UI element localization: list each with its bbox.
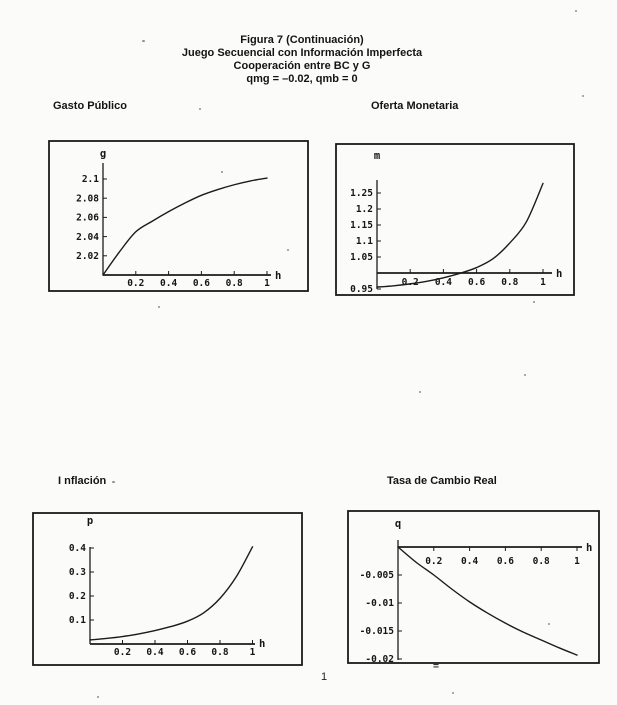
x-tick-label: 0.4 [461,556,479,567]
x-tick-label: 1 [264,278,270,289]
scan-speck [142,40,145,42]
y-tick-label: 2.1 [81,174,99,186]
y-tick-label: 0.4 [68,543,86,555]
chart-tasa-cambio-real [347,510,600,664]
figure-title-line-2: Juego Secuencial con Información Imperfecta [181,47,423,59]
scan-speck [582,95,584,97]
y-tick-label: 1.1 [355,236,373,248]
x-tick-label: 0.6 [468,277,486,288]
curve-inflacion [90,547,253,640]
x-axis-letter: h [259,638,266,650]
figure-title-line-4: qmg = –0.02, qmb = 0 [246,73,358,85]
y-tick-label: 2.06 [76,212,99,224]
y-tick-label: -0.005 [359,570,394,582]
scan-speck [97,696,99,698]
y-tick-label: 1.15 [350,220,373,232]
x-tick-label: 0.6 [178,647,197,658]
scan-speck [575,10,577,12]
y-tick-label: 1.2 [355,204,373,216]
scan-speck [112,481,115,483]
x-tick-label: 0.2 [425,556,443,567]
x-tick-label: 0.8 [532,556,550,567]
y-tick-label: 1.05 [350,252,373,264]
y-tick-label: -0.02 [365,654,394,664]
y-axis-letter: m [373,150,381,162]
chart-title-gasto-publico: Gasto Público [53,100,127,112]
chart-title-inflacion: I nflación [58,475,107,487]
smudge-mark: = [433,661,440,672]
y-tick-label: 0.1 [68,615,86,627]
gasto_publico-plot [48,140,309,292]
scan-speck [548,623,550,625]
scan-speck [452,692,454,694]
inflacion-plot [32,512,303,666]
figure-title-line-3: Cooperación entre BC y G [233,60,371,72]
x-tick-label: 0.2 [127,278,145,289]
x-tick-label: 0.4 [160,278,178,289]
y-tick-label: 2.04 [76,231,99,243]
x-tick-label: 1 [540,277,546,288]
x-tick-label: 0.8 [501,277,519,288]
scan-speck [419,391,421,393]
y-tick-label: 1.25 [350,188,373,200]
x-tick-label: 1 [574,556,580,567]
x-axis-letter: h [275,270,282,282]
x-tick-label: 0.2 [113,647,132,658]
y-axis-letter: p [86,515,94,527]
chart-oferta-monetaria [335,143,575,296]
y-axis-letter: q [394,518,402,530]
x-tick-label: 0.2 [401,277,419,288]
x-tick-label: 1 [249,647,256,658]
y-tick-label: 0.2 [68,591,86,603]
y-tick-label: -0.01 [365,598,394,610]
oferta_monetaria-plot [335,143,575,296]
curve-gasto_publico [103,178,267,275]
plot-frame [348,511,599,663]
x-tick-label: 0.4 [434,277,452,288]
y-axis-letter: g [99,148,107,160]
x-tick-label: 0.4 [146,647,164,658]
scan-speck [524,374,526,376]
scan-speck [533,301,535,303]
x-tick-label: 0.6 [496,556,514,567]
x-axis-letter: h [586,542,593,554]
chart-title-tasa-cambio-real: Tasa de Cambio Real [387,475,497,487]
scan-speck [221,171,223,173]
scan-speck [158,306,160,308]
y-tick-label: 0.95 [350,284,373,296]
y-tick-label: 2.02 [76,251,99,262]
curve-oferta_monetaria [377,183,543,287]
scan-speck [199,108,201,110]
page-number: 1 [321,671,328,683]
x-tick-label: 0.6 [192,278,210,289]
scan-speck [287,249,289,251]
chart-inflacion [32,512,303,666]
chart-title-oferta-monetaria: Oferta Monetaria [371,100,459,112]
x-axis-letter: h [556,268,563,280]
x-tick-label: 0.8 [225,278,243,289]
figure-title-line-1: Figura 7 (Continuación) [240,34,364,46]
tasa_cambio_real-plot [347,510,600,664]
x-tick-label: 0.8 [211,647,229,658]
y-tick-label: 2.08 [76,193,99,205]
figure-title [0,34,604,86]
y-tick-label: -0.015 [359,626,394,638]
y-tick-label: 0.3 [68,567,86,579]
chart-gasto-publico [48,140,309,292]
